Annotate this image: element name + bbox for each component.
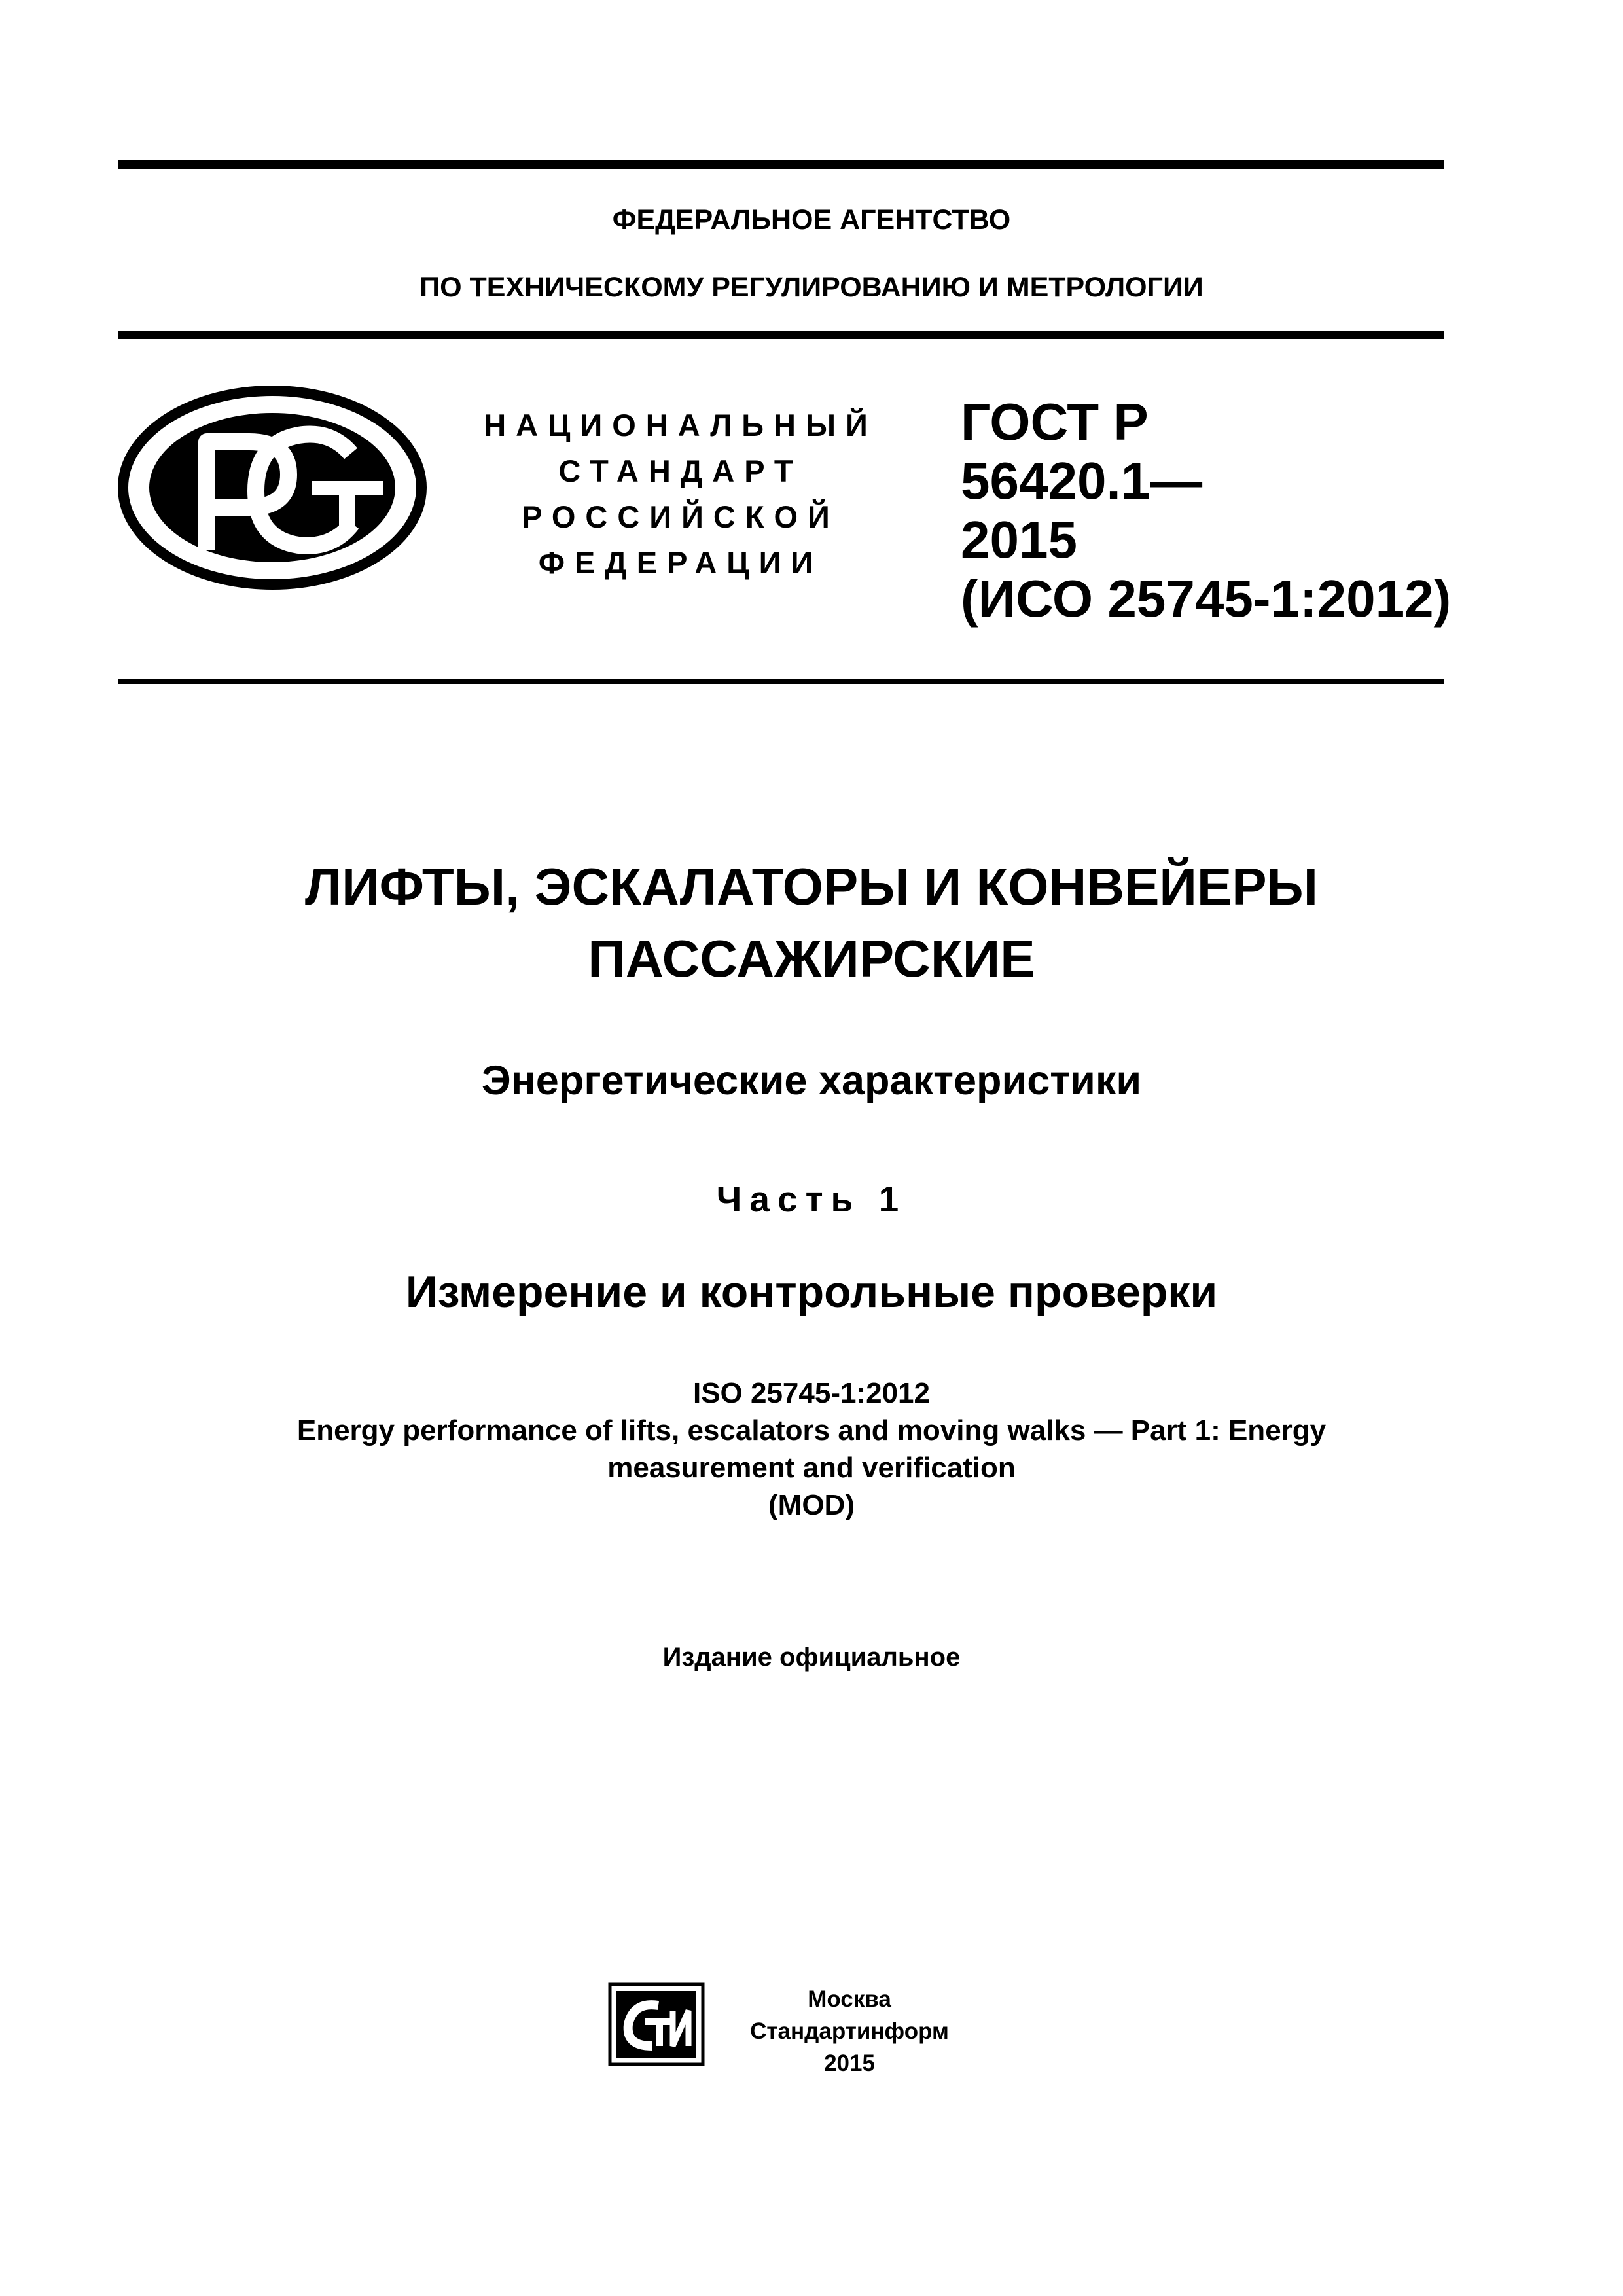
designation-line: 56420.1— bbox=[961, 452, 1203, 510]
document-title bbox=[0, 851, 1623, 995]
iso-line: measurement and verification bbox=[607, 1452, 1016, 1484]
standard-type-line: НАЦИОНАЛЬНЫЙ bbox=[484, 408, 878, 442]
iso-reference bbox=[0, 1374, 1623, 1524]
publisher-name: Стандартинформ bbox=[750, 2018, 949, 2044]
standard-type-line: РОССИЙСКОЙ bbox=[522, 499, 840, 534]
iso-line: Energy performance of lifts, escalators and moving walks — Part 1: Energy bbox=[296, 1414, 1327, 1446]
iso-line: (MOD) bbox=[768, 1489, 855, 1521]
standard-designation bbox=[961, 393, 1451, 628]
agency-line-1: ФЕДЕРАЛЬНОЕ АГЕНТСТВО bbox=[612, 204, 1011, 236]
publisher-city: Москва bbox=[808, 1986, 891, 2012]
designation-line: (ИСО 25745-1:2012) bbox=[961, 569, 1452, 628]
document-subtitle: Энергетические характеристики bbox=[481, 1058, 1142, 1103]
part-title: Измерение и контрольные проверки bbox=[405, 1267, 1218, 1317]
standard-type-line: ФЕДЕРАЦИИ bbox=[538, 545, 823, 580]
top-rule bbox=[118, 160, 1444, 169]
agency-rule bbox=[118, 331, 1444, 339]
standard-type bbox=[452, 403, 910, 586]
agency-line-2: ПО ТЕХНИЧЕСКОМУ РЕГУЛИРОВАНИЮ И МЕТРОЛОГИИ bbox=[419, 272, 1204, 303]
sti-logo-icon bbox=[607, 1982, 705, 2067]
publisher-year: 2015 bbox=[824, 2051, 875, 2076]
edition-label: Издание официальное bbox=[662, 1643, 961, 1672]
designation-line: ГОСТ Р bbox=[961, 393, 1149, 451]
title-line-1: ЛИФТЫ, ЭСКАЛАТОРЫ И КОНВЕЙЕРЫ bbox=[305, 857, 1318, 916]
standard-type-line: СТАНДАРТ bbox=[558, 454, 803, 488]
iso-line: ISO 25745-1:2012 bbox=[692, 1377, 931, 1409]
publisher bbox=[732, 1983, 967, 2079]
designation-line: 2015 bbox=[961, 511, 1077, 569]
title-line-2: ПАССАЖИРСКИЕ bbox=[588, 929, 1035, 988]
rst-logo-icon bbox=[115, 383, 429, 592]
part-label: Часть 1 bbox=[716, 1179, 907, 1219]
designation-rule bbox=[118, 679, 1444, 684]
